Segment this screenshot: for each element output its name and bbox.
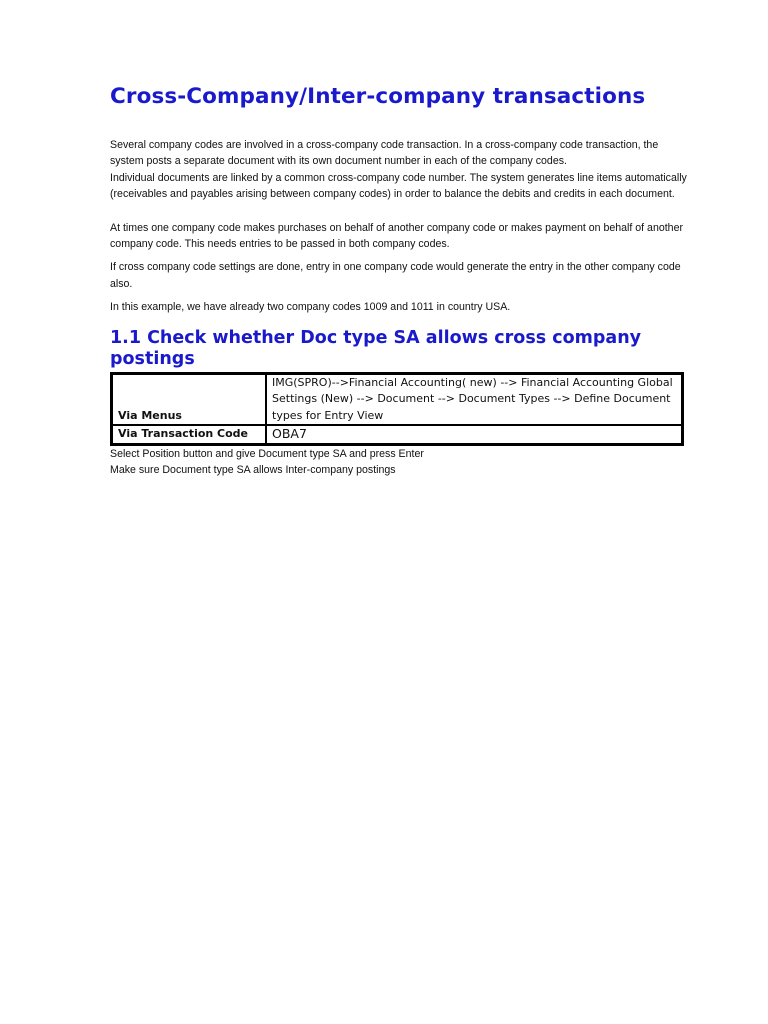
intro-paragraph-1: Several company codes are involved in a cross-company code transaction. In a cross-company code transaction, the system posts a separate document with its own document number in each of the company codes. <box>110 139 659 168</box>
transaction-code-value: OBA7 <box>266 425 682 444</box>
intro-paragraph-3: At times one company code makes purchases on behalf of another company code or makes payment on behalf of another company code. This needs entries to be passed in both company codes. <box>110 221 683 251</box>
intro-paragraph-5: In this example, we have already two company codes 1009 and 1011 in country USA. <box>110 301 511 314</box>
document-page <box>110 84 690 479</box>
navigation-table <box>110 372 684 446</box>
instructions <box>110 446 690 479</box>
transaction-code-label: Via Transaction Code <box>112 425 266 444</box>
menu-path-label: Via Menus <box>112 374 266 426</box>
table-row <box>112 374 682 426</box>
intro-paragraph-2: Individual documents are linked by a common cross-company code number. The system generates line items automatically (receivables and payables arising between company codes) in order to balance the debits and credits in each document. <box>110 171 687 201</box>
page-title: Cross-Company/Inter-company transactions <box>110 84 646 109</box>
section-heading: 1.1 Check whether Doc type SA allows cross company postings <box>110 327 642 369</box>
menu-path-value: IMG(SPRO)-->Financial Accounting( new) --> Financial Accounting Global Settings (New) --> Document --> Document Types --> Define Document types for Entry View <box>266 374 682 426</box>
table-row <box>112 425 682 444</box>
intro-paragraph-4: If cross company code settings are done, entry in one company code would generate the entry in the other company code also. <box>110 261 681 290</box>
instruction-line-2: Make sure Document type SA allows Inter-company postings <box>110 464 396 477</box>
instruction-line-1: Select Position button and give Document type SA and press Enter <box>110 447 424 460</box>
